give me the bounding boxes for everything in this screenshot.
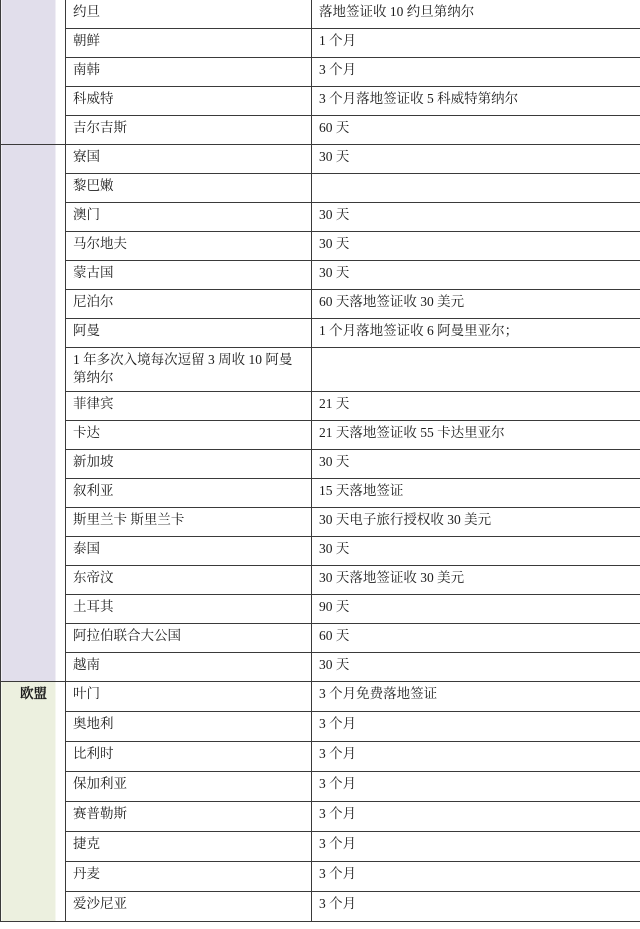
country-cell: 黎巴嫩 xyxy=(66,173,312,202)
country-cell: 赛普勒斯 xyxy=(66,801,312,831)
country-cell: 捷克 xyxy=(66,831,312,861)
country-cell: 叙利亚 xyxy=(66,478,312,507)
visa-cell: 90 天 xyxy=(312,594,640,623)
visa-cell: 3 个月 xyxy=(312,741,640,771)
country-cell: 土耳其 xyxy=(66,594,312,623)
visa-cell: 3 个月 xyxy=(312,801,640,831)
country-cell: 比利时 xyxy=(66,741,312,771)
table-row xyxy=(1,86,640,115)
visa-cell: 1 个月落地签证收 6 阿曼里亚尔； xyxy=(312,318,640,347)
table-row xyxy=(1,652,640,681)
visa-cell xyxy=(312,173,640,202)
table-row xyxy=(1,173,640,202)
visa-cell: 30 天 xyxy=(312,536,640,565)
table-row xyxy=(1,478,640,507)
table-row xyxy=(1,891,640,921)
country-cell: 朝鲜 xyxy=(66,28,312,57)
visa-cell: 30 天 xyxy=(312,652,640,681)
visa-cell: 3 个月 xyxy=(312,861,640,891)
table-row xyxy=(1,861,640,891)
country-cell: 新加坡 xyxy=(66,449,312,478)
visa-cell: 60 天落地签证收 30 美元 xyxy=(312,289,640,318)
table-row xyxy=(1,449,640,478)
table-row xyxy=(1,565,640,594)
table-row xyxy=(1,681,640,711)
table-row xyxy=(1,391,640,420)
table-row xyxy=(1,623,640,652)
table-row xyxy=(1,231,640,260)
country-cell: 卡达 xyxy=(66,420,312,449)
visa-cell: 30 天 xyxy=(312,144,640,173)
visa-cell: 30 天落地签证收 30 美元 xyxy=(312,565,640,594)
table-row xyxy=(1,28,640,57)
region-cell xyxy=(1,0,66,144)
visa-cell: 15 天落地签证 xyxy=(312,478,640,507)
country-cell: 澳门 xyxy=(66,202,312,231)
country-cell: 叶门 xyxy=(66,681,312,711)
table-row xyxy=(1,420,640,449)
visa-cell: 30 天 xyxy=(312,231,640,260)
country-cell: 南韩 xyxy=(66,57,312,86)
visa-cell: 21 天落地签证收 55 卡达里亚尔 xyxy=(312,420,640,449)
visa-cell: 3 个月落地签证收 5 科威特第纳尔 xyxy=(312,86,640,115)
visa-cell: 3 个月免费落地签证 xyxy=(312,681,640,711)
country-cell: 蒙古国 xyxy=(66,260,312,289)
country-cell: 阿拉伯联合大公国 xyxy=(66,623,312,652)
region-cell-eu xyxy=(1,681,66,921)
table-row xyxy=(1,144,640,173)
table-row xyxy=(1,347,640,391)
table-row xyxy=(1,318,640,347)
table-row xyxy=(1,115,640,144)
country-cell: 吉尔吉斯 xyxy=(66,115,312,144)
table-row xyxy=(1,202,640,231)
region-label: 欧盟 xyxy=(20,685,47,701)
country-cell: 丹麦 xyxy=(66,861,312,891)
table-row xyxy=(1,711,640,741)
visa-cell: 3 个月 xyxy=(312,891,640,921)
visa-cell: 60 天 xyxy=(312,115,640,144)
visa-cell: 3 个月 xyxy=(312,831,640,861)
visa-cell: 30 天电子旅行授权收 30 美元 xyxy=(312,507,640,536)
table-row xyxy=(1,594,640,623)
country-cell: 尼泊尔 xyxy=(66,289,312,318)
visa-cell xyxy=(312,347,640,391)
visa-cell: 21 天 xyxy=(312,391,640,420)
country-cell: 奥地利 xyxy=(66,711,312,741)
country-cell: 约旦 xyxy=(66,0,312,28)
visa-cell: 1 个月 xyxy=(312,28,640,57)
table-row xyxy=(1,536,640,565)
country-cell: 斯里兰卡 斯里兰卡 xyxy=(66,507,312,536)
table-row xyxy=(1,0,640,28)
visa-cell: 3 个月 xyxy=(312,711,640,741)
visa-cell: 30 天 xyxy=(312,260,640,289)
visa-cell: 3 个月 xyxy=(312,771,640,801)
table-row xyxy=(1,801,640,831)
country-cell: 寮国 xyxy=(66,144,312,173)
visa-cell: 60 天 xyxy=(312,623,640,652)
country-cell: 科威特 xyxy=(66,86,312,115)
country-cell: 东帝汶 xyxy=(66,565,312,594)
table-row xyxy=(1,771,640,801)
country-cell: 阿曼 xyxy=(66,318,312,347)
table-row xyxy=(1,289,640,318)
country-cell: 1 年多次入境每次逗留 3 周收 10 阿曼第纳尔 xyxy=(66,347,312,391)
country-cell: 越南 xyxy=(66,652,312,681)
table-row xyxy=(1,57,640,86)
table-row xyxy=(1,507,640,536)
country-cell: 保加利亚 xyxy=(66,771,312,801)
visa-cell: 30 天 xyxy=(312,202,640,231)
visa-cell: 3 个月 xyxy=(312,57,640,86)
table-row xyxy=(1,831,640,861)
country-cell: 爱沙尼亚 xyxy=(66,891,312,921)
country-cell: 菲律宾 xyxy=(66,391,312,420)
region-cell xyxy=(1,144,66,681)
visa-cell: 30 天 xyxy=(312,449,640,478)
visa-table-body xyxy=(1,0,640,921)
visa-cell: 落地签证收 10 约旦第纳尔 xyxy=(312,0,640,28)
country-cell: 泰国 xyxy=(66,536,312,565)
country-cell: 马尔地夫 xyxy=(66,231,312,260)
table-row xyxy=(1,260,640,289)
table-row xyxy=(1,741,640,771)
